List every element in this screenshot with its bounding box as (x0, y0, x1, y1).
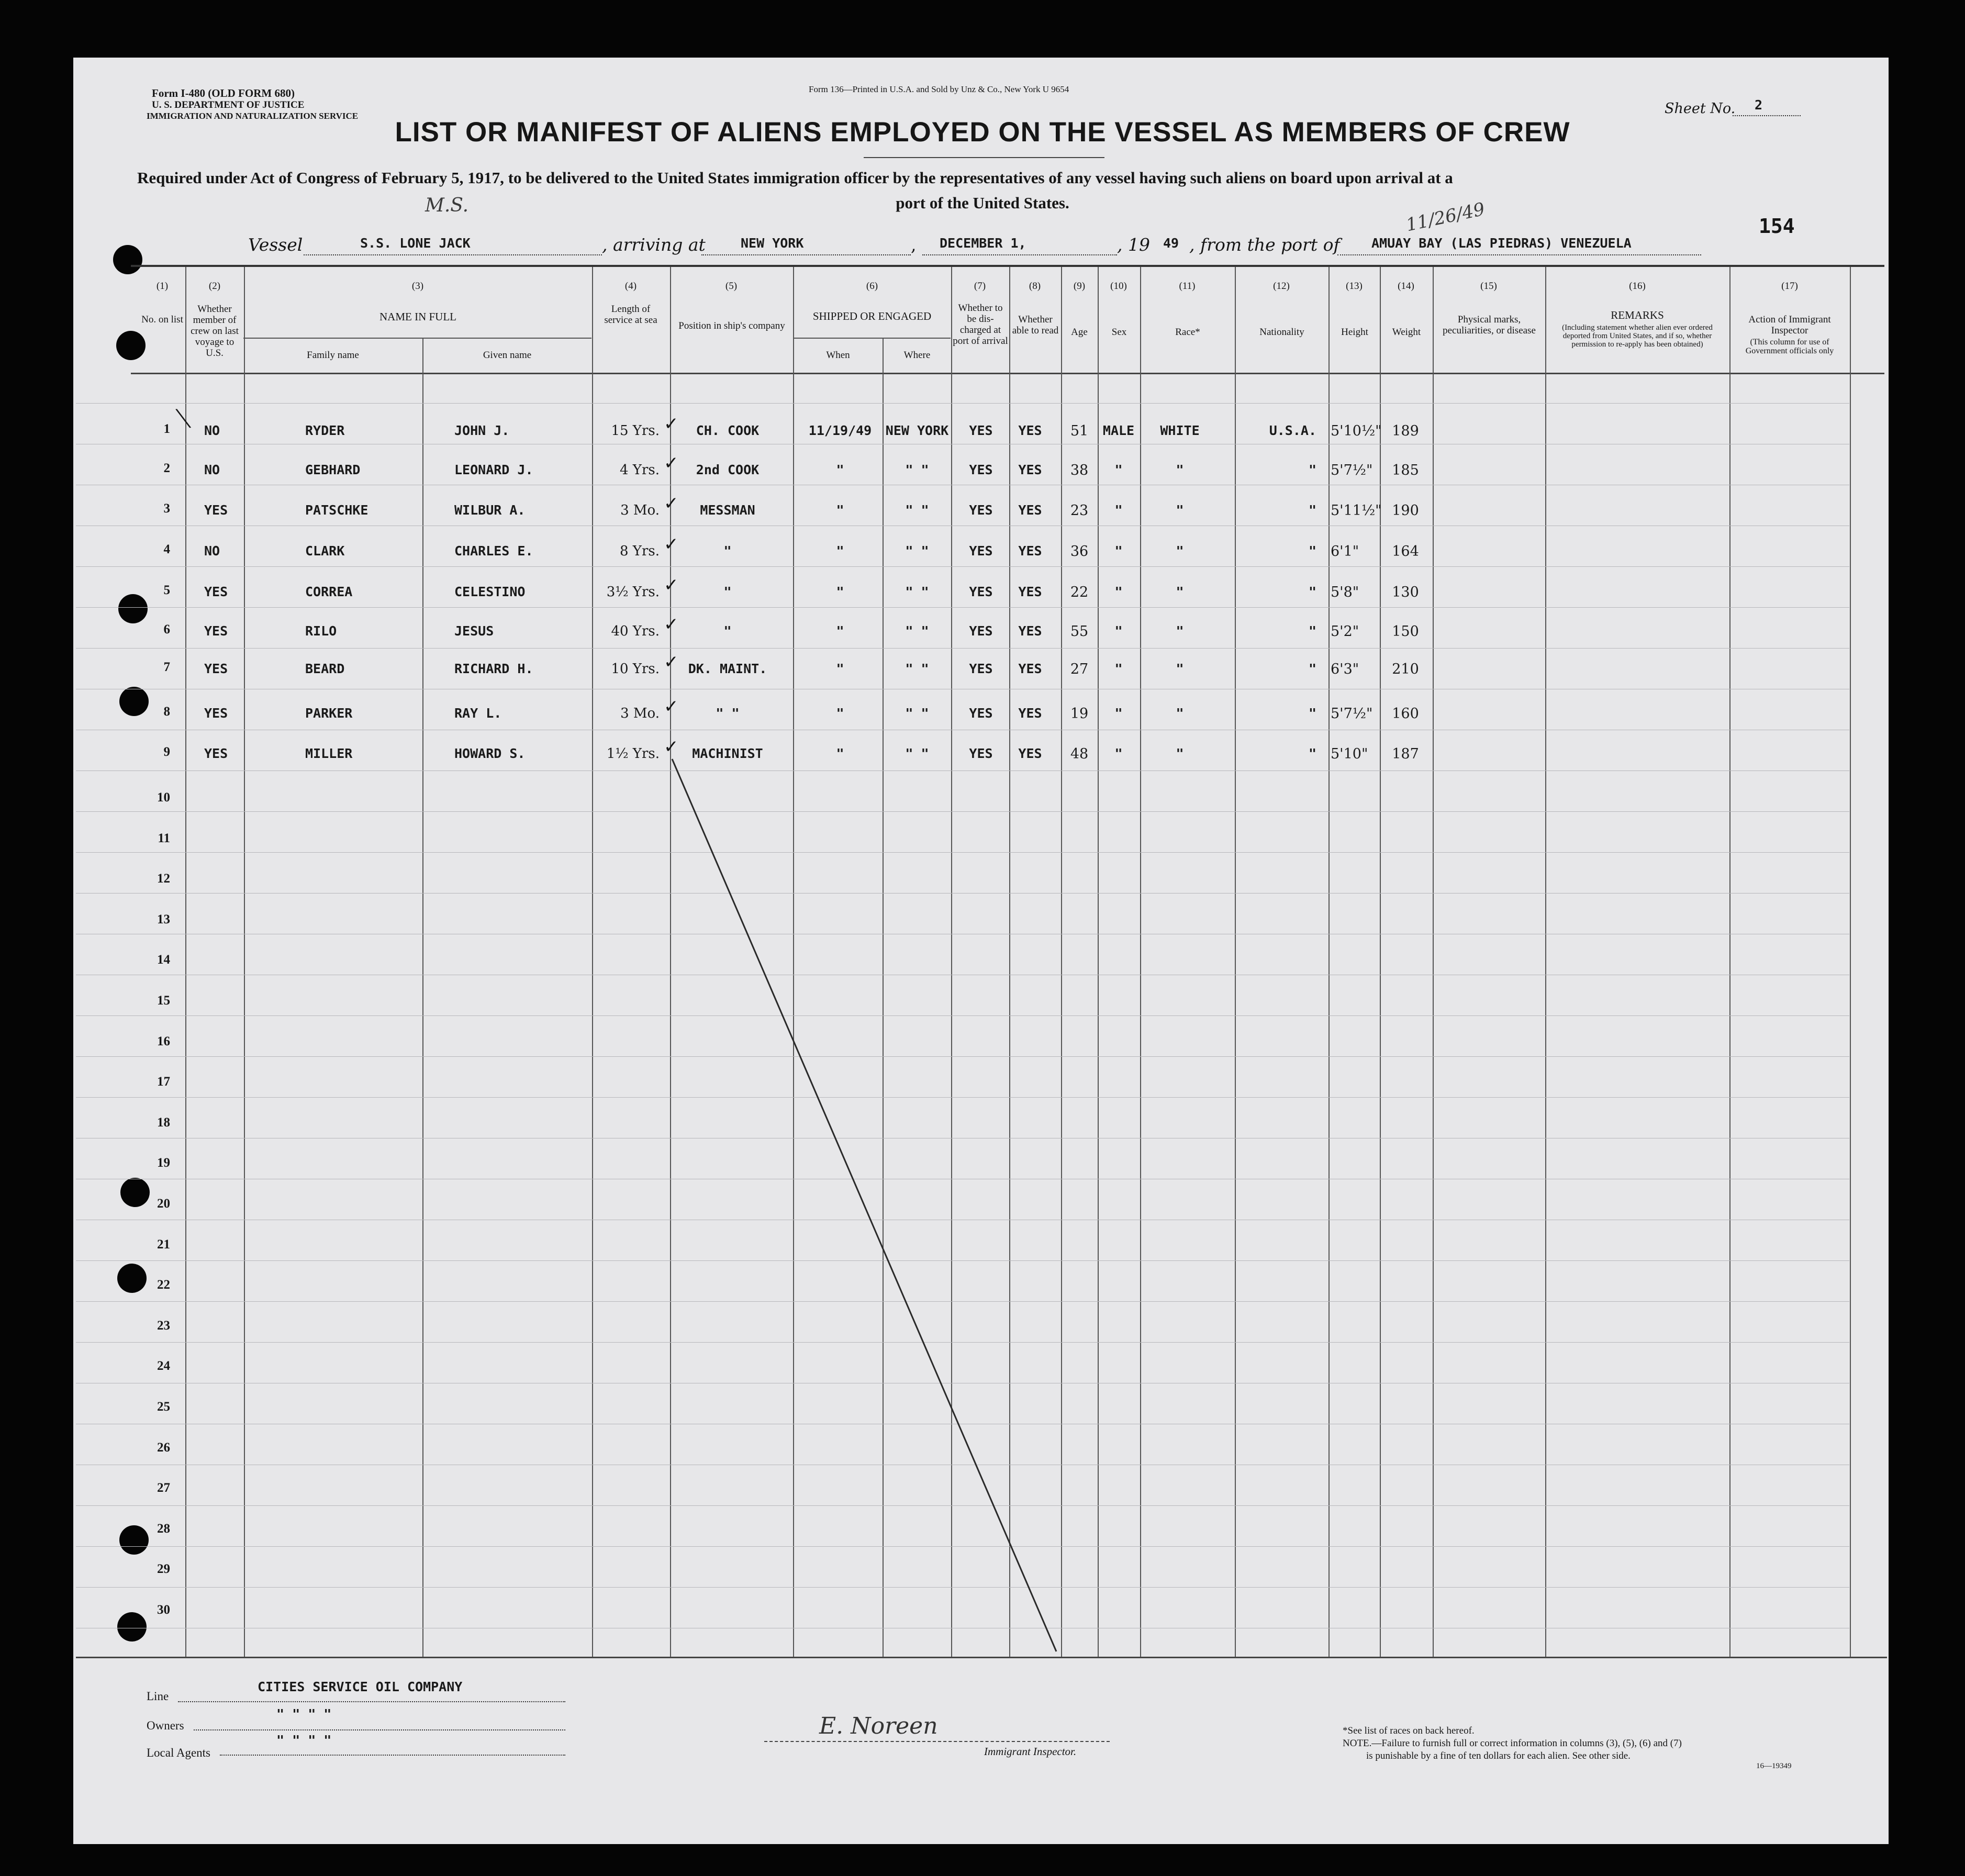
form-number: Form I-480 (OLD FORM 680) (152, 87, 295, 99)
cell-given: CELESTINO (454, 584, 526, 599)
col-num: (13) (1346, 281, 1363, 292)
cell-family: PARKER (305, 706, 353, 721)
cell-family: BEARD (305, 661, 345, 676)
cell-discharged: YES (969, 623, 993, 639)
cell-discharged: YES (969, 706, 993, 721)
cell-length: 40 Yrs. (611, 623, 660, 639)
cell-family: CLARK (305, 543, 345, 559)
from-label: , from the port of (1189, 234, 1340, 255)
cell-position: " (723, 623, 732, 639)
cell-weight: 187 (1392, 746, 1419, 762)
cell-race: " (1176, 584, 1184, 599)
subtitle-line-1: Required under Act of Congress of February 5, 1917, to be delivered to the United States immigration officer by the representatives of any vessel having such aliens on board upon arrival at a (137, 169, 1453, 187)
header-action-note: (This column for use of Government officials only (1745, 338, 1834, 355)
cell-position: 2nd COOK (696, 462, 760, 477)
cell-sex: " (1114, 746, 1123, 761)
cell-when: " (836, 502, 844, 518)
header-family-name: Family name (307, 350, 359, 361)
cell-given: HOWARD S. (454, 746, 526, 761)
cell-race: " (1176, 502, 1184, 518)
cell-age: 55 (1070, 623, 1089, 640)
cell-given: RICHARD H. (454, 661, 533, 676)
check-mark: ✓ (664, 614, 679, 635)
cell-family: RILO (305, 623, 337, 639)
cell-race: " (1176, 661, 1184, 676)
row-number: 23 (157, 1319, 170, 1333)
cell-member: NO (204, 423, 220, 438)
cell-length: 3 Mo. (620, 706, 660, 721)
arriving-label: , arriving at (602, 234, 706, 255)
header-shipped-engaged: SHIPPED OR ENGAGED (812, 310, 932, 322)
row-number: 20 (157, 1197, 170, 1211)
agents-label: Local Agents (147, 1746, 210, 1759)
header-where: Where (903, 350, 931, 361)
printer-note: Form 136—Printed in U.S.A. and Sold by Unz & Co., New York U 9654 (809, 84, 1069, 94)
header-remarks: REMARKS (1611, 309, 1664, 321)
cell-sex: MALE (1102, 423, 1135, 438)
col-num: (11) (1179, 281, 1196, 292)
header-sex: Sex (1111, 327, 1127, 338)
cell-nationality: " (1308, 661, 1316, 676)
cell-age: 22 (1070, 584, 1089, 600)
vessel-name: S.S. LONE JACK (360, 236, 471, 251)
col-num: (16) (1629, 281, 1646, 292)
print-code: 16—19349 (1756, 1762, 1792, 1770)
cell-position: CH. COOK (696, 423, 760, 438)
row-number: 16 (157, 1034, 170, 1048)
vessel-label: Vessel (248, 234, 303, 255)
cell-where: " " (905, 706, 929, 721)
cell-read: YES (1018, 661, 1042, 676)
cell-length: 1½ Yrs. (606, 746, 660, 762)
cell-age: 27 (1070, 661, 1089, 677)
cell-when: " (836, 462, 844, 477)
cell-nationality: " (1308, 462, 1316, 477)
check-mark: ✓ (664, 534, 679, 555)
col-num: (6) (866, 281, 878, 292)
cell-race: " (1176, 706, 1184, 721)
cell-length: 3 Mo. (620, 502, 660, 518)
cell-member: NO (204, 462, 220, 477)
cell-where: " " (905, 543, 929, 559)
row-number: 14 (157, 953, 170, 967)
check-mark: ✓ (664, 414, 679, 434)
cell-read: YES (1018, 584, 1042, 599)
cell-where: " " (905, 746, 929, 761)
cell-nationality: " (1308, 746, 1316, 761)
cell-member: YES (204, 706, 228, 721)
cell-height: 5'10½" (1331, 423, 1382, 439)
header-height: Height (1341, 327, 1368, 338)
check-mark: ✓ (664, 652, 679, 673)
cell-sex: " (1114, 462, 1123, 477)
cell-position: " " (716, 706, 740, 721)
col-num: (5) (725, 281, 738, 292)
cell-sex: " (1114, 502, 1123, 518)
header-when: When (826, 350, 850, 361)
header-nationality: Nationality (1259, 327, 1304, 338)
cell-position: " (723, 543, 732, 559)
col-num: (1) (156, 281, 169, 292)
cell-length: 3½ Yrs. (606, 584, 660, 600)
header-age: Age (1071, 327, 1088, 338)
line-label: Line (147, 1690, 169, 1703)
owners-value: " " " " (276, 1706, 332, 1722)
cell-height: 6'3" (1331, 661, 1359, 677)
row-number: 7 (163, 660, 170, 674)
cell-height: 6'1" (1331, 543, 1359, 560)
col-num: (7) (974, 281, 986, 292)
cell-nationality: U.S.A. (1269, 423, 1316, 438)
row-number: 19 (157, 1156, 170, 1170)
header-length-service: Length of service at sea (604, 304, 657, 326)
cell-height: 5'8" (1331, 584, 1359, 600)
header-name-in-full: NAME IN FULL (379, 310, 456, 323)
cell-when: 11/19/49 (808, 423, 872, 438)
cell-when: " (836, 623, 844, 639)
cell-position: MESSMAN (700, 502, 755, 518)
cell-length: 10 Yrs. (611, 661, 660, 677)
cell-length: 8 Yrs. (619, 543, 660, 559)
cell-where: NEW YORK (885, 423, 949, 438)
cell-when: " (836, 746, 844, 761)
cell-discharged: YES (969, 584, 993, 599)
header-physical-marks: Physical marks, peculiarities, or disease (1443, 314, 1536, 336)
arrival-date: DECEMBER 1, (940, 236, 1026, 251)
header-discharged: Whether to be dis-charged at port of arrival (953, 303, 1008, 347)
cell-read: YES (1018, 706, 1042, 721)
cell-given: CHARLES E. (454, 543, 533, 559)
row-number: 26 (157, 1440, 170, 1455)
subtitle-line-2: port of the United States. (896, 194, 1069, 212)
cell-race: " (1176, 543, 1184, 559)
cell-weight: 189 (1392, 423, 1419, 439)
cell-read: YES (1018, 423, 1042, 438)
cell-weight: 130 (1392, 584, 1419, 600)
cell-given: JESUS (454, 623, 494, 639)
owners-label: Owners (147, 1719, 184, 1732)
row-number: 22 (157, 1278, 170, 1292)
row-number: 17 (157, 1075, 170, 1089)
header-position: Position in ship's company (678, 320, 785, 331)
cell-member: YES (204, 623, 228, 639)
cell-position: DK. MAINT. (688, 661, 767, 676)
departure-port: AMUAY BAY (LAS PIEDRAS) VENEZUELA (1371, 236, 1632, 251)
row-number: 4 (163, 542, 170, 556)
handwritten-date: 11/26/49 (1404, 198, 1487, 236)
row-number: 11 (158, 831, 170, 845)
col-num: (17) (1781, 281, 1798, 292)
col-num: (14) (1398, 281, 1414, 292)
cell-nationality: " (1308, 584, 1316, 599)
cell-sex: " (1114, 706, 1123, 721)
cell-member: NO (204, 543, 220, 559)
arrival-year: 49 (1163, 236, 1179, 251)
sheet-label: Sheet No. (1665, 100, 1736, 117)
cell-member: YES (204, 746, 228, 761)
cell-age: 51 (1070, 423, 1089, 439)
header-able-read: Whether able to read (1012, 314, 1059, 336)
cell-nationality: " (1308, 706, 1316, 721)
cell-sex: " (1114, 584, 1123, 599)
cell-given: RAY L. (454, 706, 502, 721)
cell-read: YES (1018, 623, 1042, 639)
races-note: *See list of races on back hereof. (1343, 1725, 1475, 1736)
arrival-port: NEW YORK (741, 236, 804, 251)
cell-member: YES (204, 584, 228, 599)
line-value: CITIES SERVICE OIL COMPANY (258, 1679, 463, 1694)
agents-value: " " " " (276, 1733, 332, 1748)
cell-nationality: " (1308, 543, 1316, 559)
cell-when: " (836, 661, 844, 676)
cell-discharged: YES (969, 661, 993, 676)
inspector-label: Immigrant Inspector. (984, 1745, 1077, 1758)
cell-age: 48 (1070, 746, 1089, 762)
row-number: 18 (157, 1115, 170, 1130)
row-number: 5 (163, 583, 170, 597)
cell-read: YES (1018, 502, 1042, 518)
cell-height: 5'11½" (1331, 502, 1382, 519)
cell-position: " (723, 584, 732, 599)
year-prefix: , 19 (1117, 234, 1150, 255)
vessel-annotation: M.S. (425, 195, 469, 216)
row-number: 8 (163, 705, 170, 719)
header-race: Race* (1175, 327, 1200, 338)
col-num: (2) (208, 281, 221, 292)
header-member-last-voyage: Whether member of crew on last voyage to U.S. (191, 304, 239, 359)
row-number: 13 (157, 912, 170, 926)
cell-age: 19 (1070, 706, 1089, 722)
cell-member: YES (204, 502, 228, 518)
row-number: 9 (163, 745, 170, 759)
cell-read: YES (1018, 746, 1042, 761)
cell-age: 36 (1070, 543, 1089, 560)
check-mark: ✓ (664, 736, 679, 757)
row-number: 2 (163, 461, 170, 475)
cell-length: 4 Yrs. (619, 462, 660, 478)
col-num: (4) (624, 281, 637, 292)
row-number: 21 (157, 1237, 170, 1252)
row-number: 6 (163, 622, 170, 636)
cell-where: " " (905, 502, 929, 518)
row-number: 15 (157, 993, 170, 1008)
cell-weight: 164 (1392, 543, 1419, 560)
cell-member: YES (204, 661, 228, 676)
row-number: 1 (163, 422, 170, 436)
cell-where: " " (905, 623, 929, 639)
header-given-name: Given name (483, 350, 532, 361)
cell-position: MACHINIST (692, 746, 763, 761)
fine-note-1: NOTE.—Failure to furnish full or correct information in columns (3), (5), (6) and (7) (1343, 1738, 1682, 1749)
cell-discharged: YES (969, 746, 993, 761)
cell-when: " (836, 706, 844, 721)
cell-discharged: YES (969, 423, 993, 438)
cell-length: 15 Yrs. (611, 423, 660, 439)
cell-nationality: " (1308, 623, 1316, 639)
cell-family: PATSCHKE (305, 502, 369, 518)
cell-height: 5'7½" (1331, 462, 1373, 478)
header-weight: Weight (1392, 327, 1421, 338)
sheet-number: 2 (1755, 97, 1763, 113)
cell-discharged: YES (969, 502, 993, 518)
cell-weight: 160 (1392, 706, 1419, 722)
header-no-on-list: No. on list (141, 314, 183, 325)
cell-sex: " (1114, 661, 1123, 676)
cell-family: RYDER (305, 423, 345, 438)
check-mark: ✓ (664, 575, 679, 596)
row-number: 3 (163, 501, 170, 516)
cell-race: WHITE (1160, 423, 1200, 438)
cell-sex: " (1114, 543, 1123, 559)
cell-family: CORREA (305, 584, 353, 599)
cell-nationality: " (1308, 502, 1316, 518)
service-name: IMMIGRATION AND NATURALIZATION SERVICE (147, 111, 359, 121)
cell-weight: 185 (1392, 462, 1419, 478)
cell-read: YES (1018, 543, 1042, 559)
cell-discharged: YES (969, 462, 993, 477)
cell-discharged: YES (969, 543, 993, 559)
cell-given: WILBUR A. (454, 502, 526, 518)
header-remarks-note: (Including statement whether alien ever ordered deported from United States, and if so, whether permission to re-apply has been obtained) (1562, 323, 1713, 349)
row-number: 28 (157, 1522, 170, 1536)
cell-age: 23 (1070, 502, 1089, 519)
cell-weight: 150 (1392, 623, 1419, 640)
cell-family: MILLER (305, 746, 353, 761)
header-action: Action of Immigrant Inspector (1748, 314, 1831, 336)
cell-weight: 210 (1392, 661, 1419, 677)
col-num: (15) (1480, 281, 1497, 292)
cell-given: JOHN J. (454, 423, 510, 438)
inspector-signature: E. Noreen (819, 1713, 938, 1739)
row-number: 29 (157, 1562, 170, 1576)
row-number: 24 (157, 1359, 170, 1373)
cell-when: " (836, 543, 844, 559)
cell-where: " " (905, 584, 929, 599)
col-num: (9) (1073, 281, 1086, 292)
cell-given: LEONARD J. (454, 462, 533, 477)
fine-note-2: is punishable by a fine of ten dollars for each alien. See other side. (1366, 1750, 1631, 1761)
check-mark: ✓ (664, 493, 679, 514)
stamp-number: 154 (1759, 215, 1795, 238)
col-num: (8) (1029, 281, 1041, 292)
cell-race: " (1176, 623, 1184, 639)
cell-height: 5'10" (1331, 746, 1368, 762)
row-number: 30 (157, 1603, 170, 1617)
cell-when: " (836, 584, 844, 599)
row-number: 25 (157, 1400, 170, 1414)
row-number: 12 (157, 872, 170, 886)
tick-mark: ╲ (176, 407, 191, 430)
cell-where: " " (905, 462, 929, 477)
cell-height: 5'2" (1331, 623, 1359, 640)
department-name: U. S. DEPARTMENT OF JUSTICE (152, 99, 305, 110)
cell-read: YES (1018, 462, 1042, 477)
cell-family: GEBHARD (305, 462, 361, 477)
cell-age: 38 (1070, 462, 1089, 478)
page-title: LIST OR MANIFEST OF ALIENS EMPLOYED ON THE VESSEL AS MEMBERS OF CREW (395, 117, 1570, 148)
col-num: (3) (411, 281, 424, 292)
cell-race: " (1176, 462, 1184, 477)
cell-weight: 190 (1392, 502, 1419, 519)
cell-sex: " (1114, 623, 1123, 639)
col-num: (12) (1273, 281, 1290, 292)
cell-height: 5'7½" (1331, 706, 1373, 722)
check-mark: ✓ (664, 453, 679, 474)
col-num: (10) (1110, 281, 1127, 292)
check-mark: ✓ (664, 696, 679, 717)
cell-race: " (1176, 746, 1184, 761)
row-number: 27 (157, 1481, 170, 1495)
row-number: 10 (157, 790, 170, 805)
cell-where: " " (905, 661, 929, 676)
